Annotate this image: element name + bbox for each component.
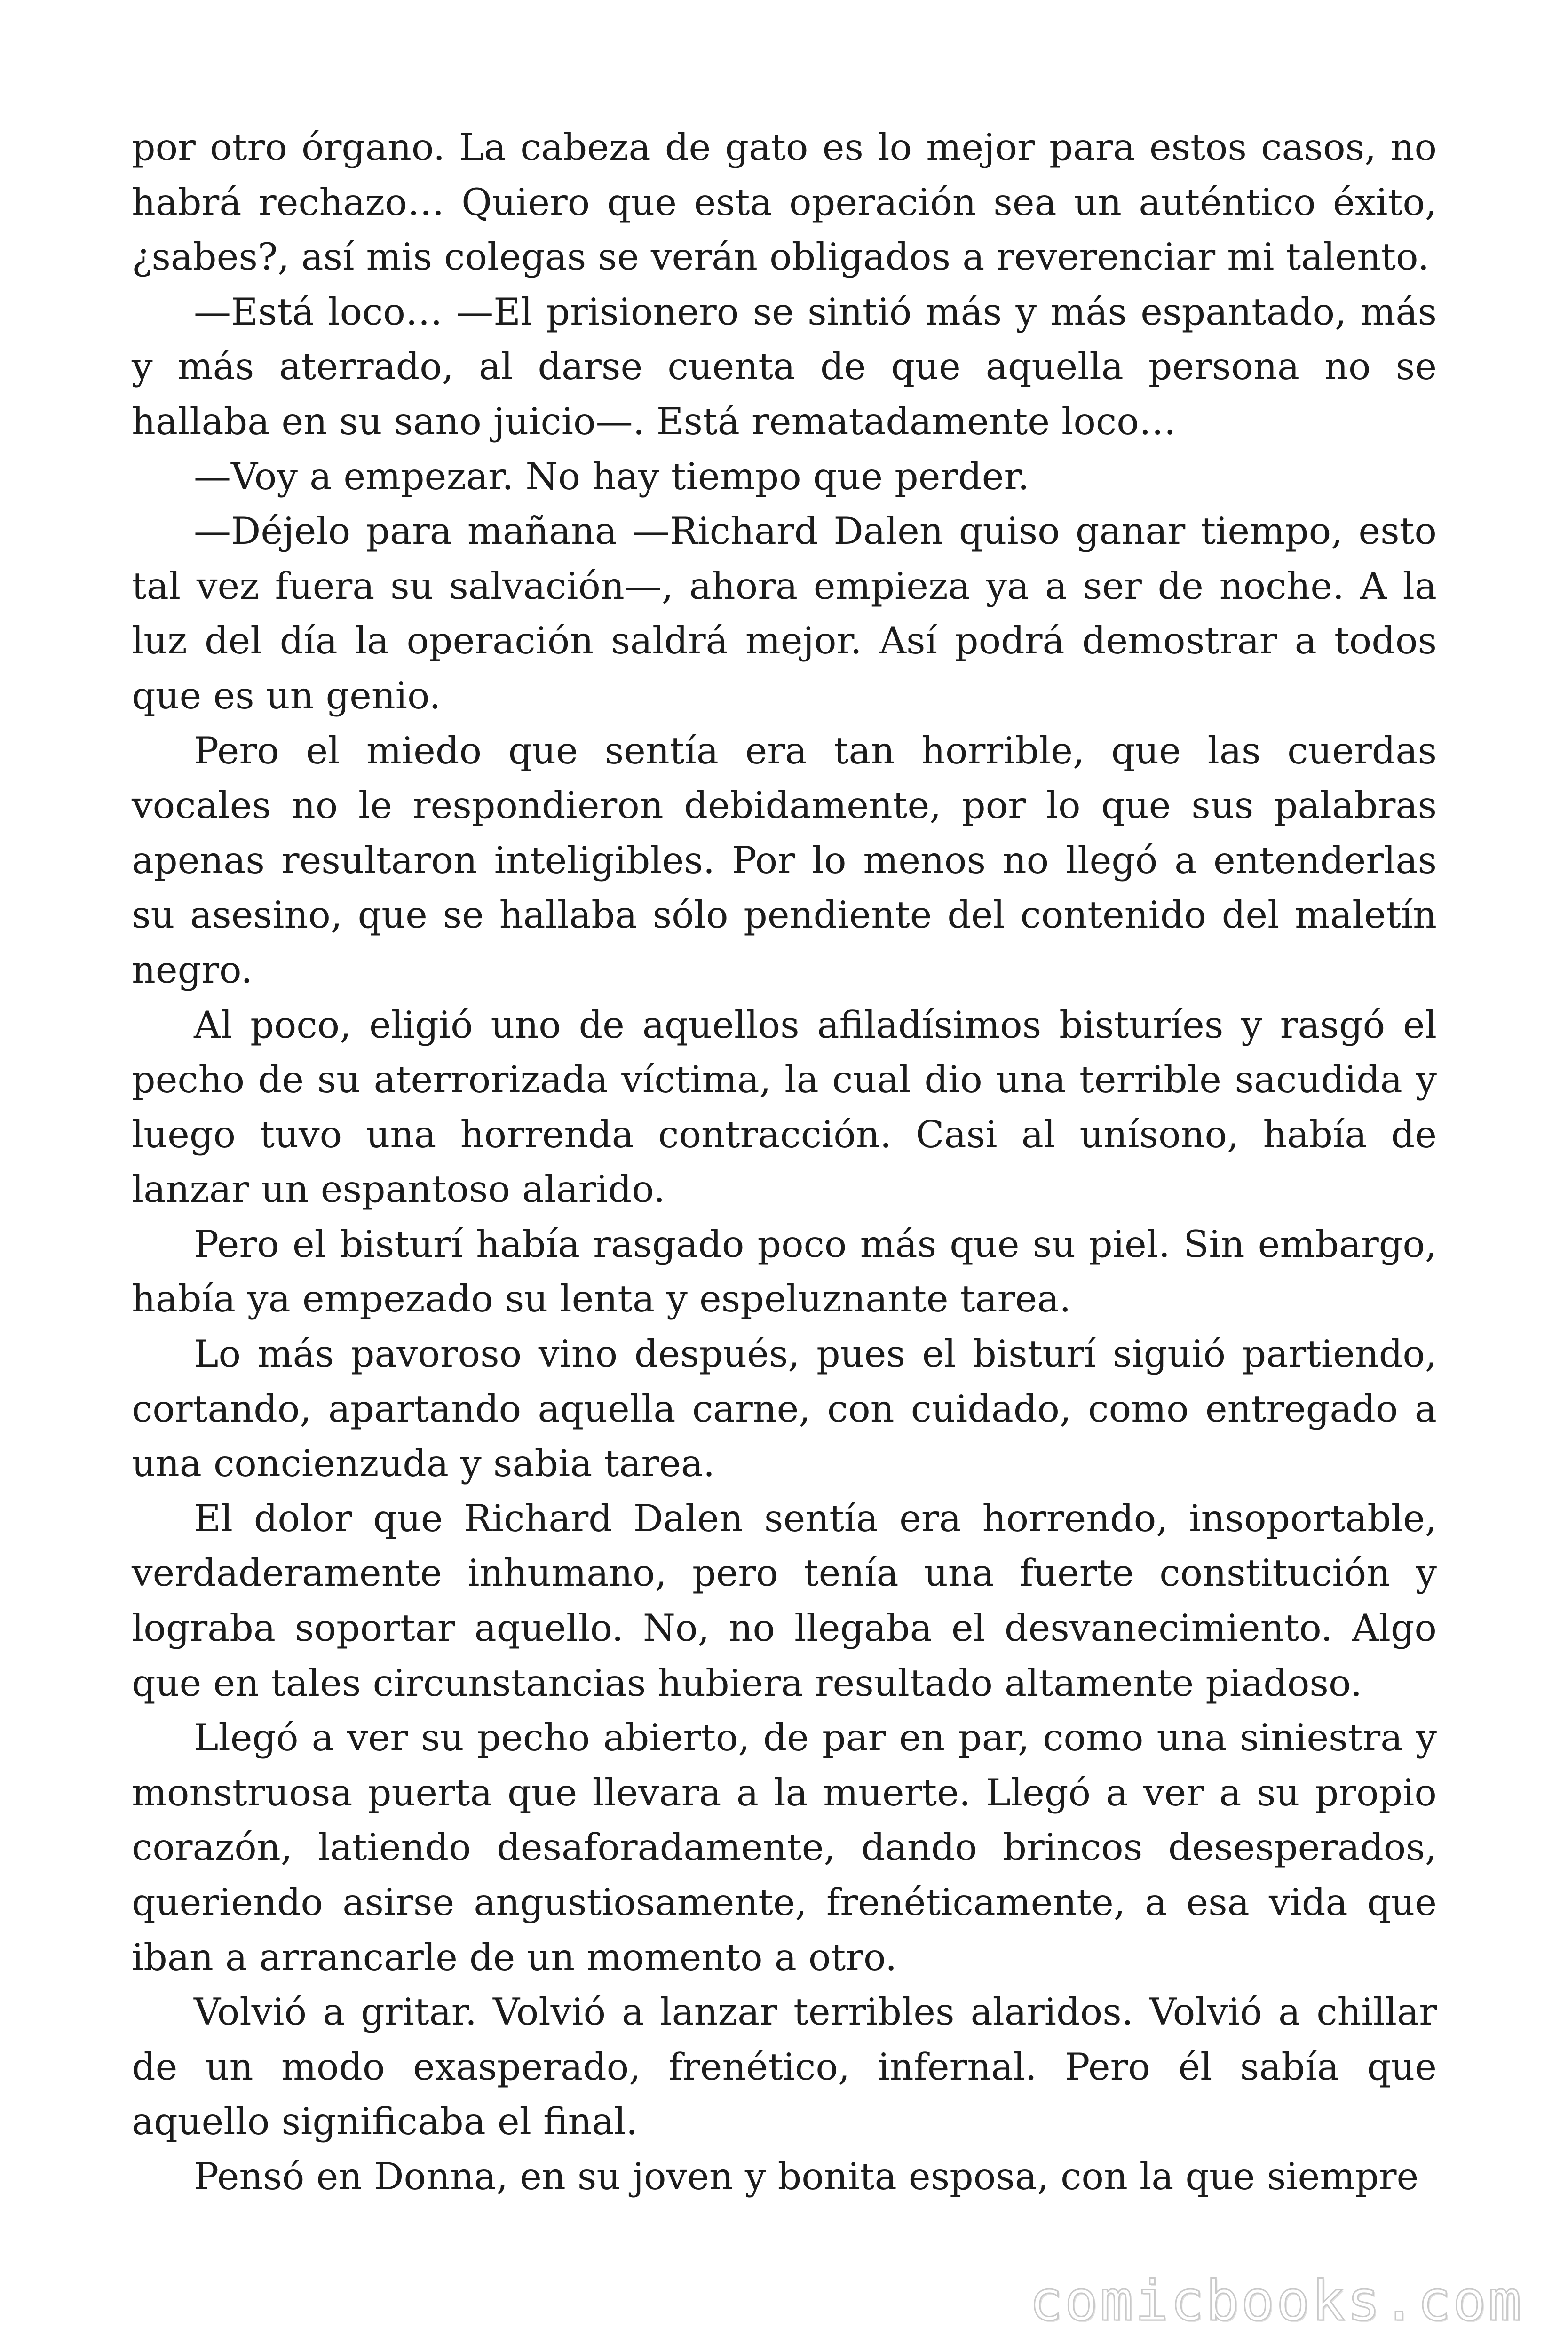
paragraph: —Déjelo para mañana —Richard Dalen quiso ganar tiempo, esto tal vez fuera su salvación—, ahora empieza ya a ser de noche. A la luz del día la operación saldrá mejor. Así podrá demostrar a todos que es un genio.	[132, 509, 1437, 717]
paragraph: Pero el bisturí había rasgado poco más que su piel. Sin embargo, había ya empezado su lenta y espeluznante tarea.	[132, 1222, 1437, 1321]
paragraph: Llegó a ver su pecho abierto, de par en par, como una siniestra y monstruosa puerta que llevara a la muerte. Llegó a ver a su propio corazón, latiendo desaforadamente, dando brincos desesperados, queriendo asirse angustiosamente, frenéticamente, a esa vida que iban a arrancarle de un momento a otro.	[132, 1716, 1437, 1979]
watermark: comicbooks.com	[1029, 2268, 1523, 2333]
paragraph: Lo más pavoroso vino después, pues el bisturí siguió partiendo, cortando, apartando aquella carne, con cuidado, como entregado a una concienzuda y sabia tarea.	[132, 1332, 1437, 1486]
paragraph: Volvió a gritar. Volvió a lanzar terribles alaridos. Volvió a chillar de un modo exasperado, frenético, infernal. Pero él sabía que aquello significaba el final.	[132, 1990, 1437, 2144]
page-body	[132, 120, 1437, 2204]
paragraph: El dolor que Richard Dalen sentía era horrendo, insoportable, verdaderamente inhumano, pero tenía una fuerte constitución y lograba soportar aquello. No, no llegaba el desvanecimiento. Algo que en tales circunstancias hubiera resultado altamente piadoso.	[132, 1496, 1437, 1705]
paragraph: —Está loco… —El prisionero se sintió más y más espantado, más y más aterrado, al darse cuenta de que aquella persona no se hallaba en su sano juicio—. Está rematadamente loco…	[132, 290, 1437, 443]
paragraph: Al poco, eligió uno de aquellos afiladísimos bisturíes y rasgó el pecho de su aterrorizada víctima, la cual dio una terrible sacudida y luego tuvo una horrenda contracción. Casi al unísono, había de lanzar un espantoso alarido.	[132, 1003, 1437, 1211]
paragraph: —Voy a empezar. No hay tiempo que perder.	[194, 454, 1029, 498]
paragraph: Pero el miedo que sentía era tan horrible, que las cuerdas vocales no le respondieron debidamente, por lo que sus palabras apenas resultaron inteligibles. Por lo menos no llegó a entenderlas su asesino, que se hallaba sólo pendiente del contenido del maletín negro.	[132, 729, 1437, 992]
paragraph-continued: por otro órgano. La cabeza de gato es lo mejor para estos casos, no habrá rechazo… Quiero que esta operación sea un auténtico éxito, ¿sabes?, así mis colegas se verán obligados a reverenciar mi talento.	[132, 126, 1437, 279]
paragraph: Pensó en Donna, en su joven y bonita esposa, con la que siempre	[194, 2154, 1419, 2198]
